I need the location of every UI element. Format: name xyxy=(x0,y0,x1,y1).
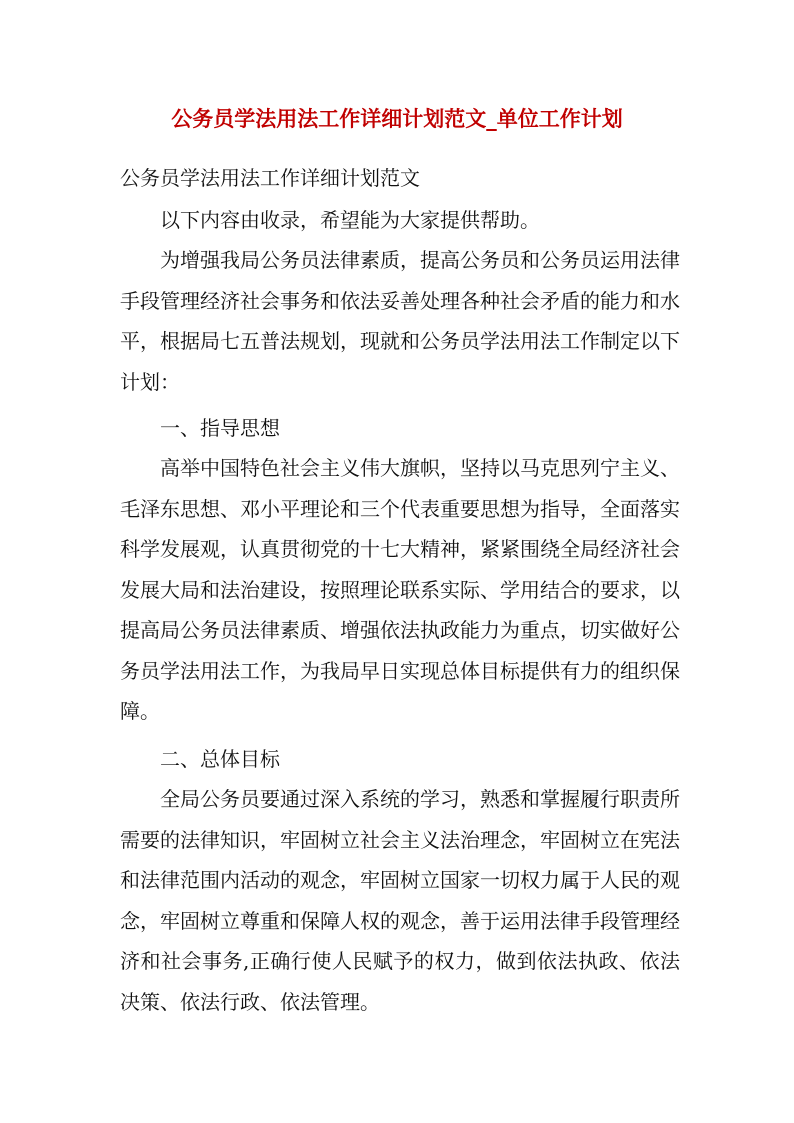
section-two-paragraph: 全局公务员要通过深入系统的学习，熟悉和掌握履行职责所需要的法律知识，牢固树立社会主义法治理念，牢固树立在宪法和法律范围内活动的观念，牢固树立国家一切权力属于人民的观念，牢固树立尊重和保障人权的观念，善于运用法律手段管理经济和社会事务,正确行使人民赋予的权力，做到依法执政、依法决策、依法行政、依法管理。 xyxy=(120,787,680,1014)
intro-paragraph: 以下内容由收录，希望能为大家提供帮助。 xyxy=(160,208,540,232)
section-two-heading: 二、总体目标 xyxy=(160,747,280,771)
document-title: 公务员学法用法工作详细计划范文_单位工作计划 xyxy=(171,106,623,131)
purpose-paragraph: 为增强我局公务员法律素质，提高公务员和公务员运用法律手段管理经济社会事务和依法妥善处理各种社会矛盾的能力和水平，根据局七五普法规划，现就和公务员学法用法工作制定以下计划： xyxy=(120,248,680,394)
document-subtitle: 公务员学法用法工作详细计划范文 xyxy=(120,166,420,190)
section-one-heading: 一、指导思想 xyxy=(160,416,280,440)
section-one-paragraph: 高举中国特色社会主义伟大旗帜，坚持以马克思列宁主义、毛泽东思想、邓小平理论和三个代表重要思想为指导，全面落实科学发展观，认真贯彻党的十七大精神，紧紧围绕全局经济社会发展大局和法治建设，按照理论联系实际、学用结合的要求，以提高局公务员法律素质、增强依法执政能力为重点，切实做好公务员学法用法工作，为我局早日实现总体目标提供有力的组织保障。 xyxy=(120,456,680,723)
